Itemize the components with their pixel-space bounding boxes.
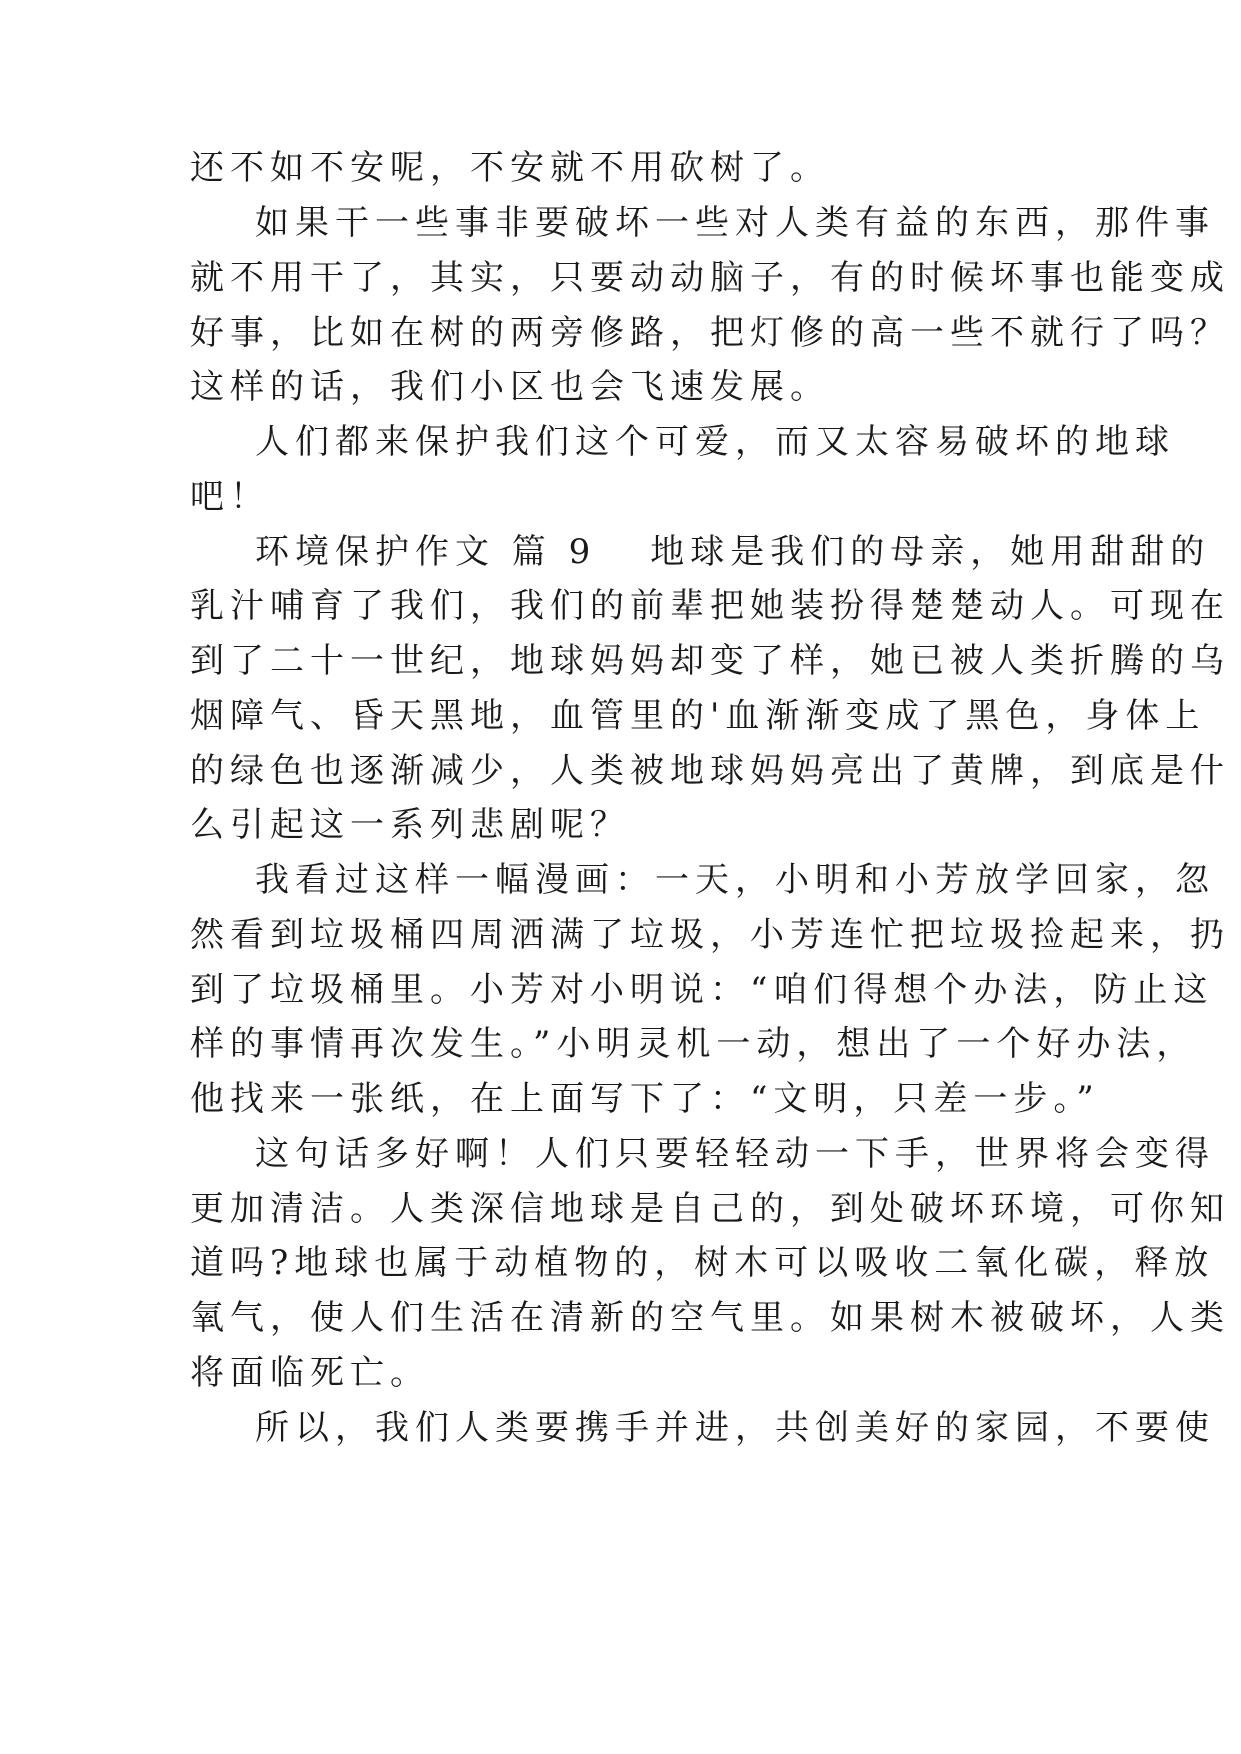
- text-line: 到了垃圾桶里。小芳对小明说：“咱们得想个办法，防止这: [190, 970, 1214, 1010]
- text-line: 就不用干了，其实，只要动动脑子，有的时候坏事也能变成: [190, 258, 1230, 298]
- text-line: 乳汁哺育了我们，我们的前辈把她装扮得楚楚动人。可现在: [190, 586, 1230, 626]
- text-line: 吧！: [190, 477, 270, 517]
- text-line: 所以，我们人类要携手并进，共创美好的家园，不要使: [255, 1408, 1215, 1448]
- text-line: 人们都来保护我们这个可爱，而又太容易破坏的地球: [255, 422, 1175, 462]
- text-line: 将面临死亡。: [190, 1353, 430, 1393]
- text-line: 的绿色也逐渐减少，人类被地球妈妈亮出了黄牌，到底是什: [190, 751, 1230, 791]
- text-line: 这样的话，我们小区也会飞速发展。: [190, 367, 830, 407]
- text-line: 更加清洁。人类深信地球是自己的，到处破坏环境，可你知: [190, 1189, 1230, 1229]
- text-line: 如果干一些事非要破坏一些对人类有益的东西，那件事: [255, 203, 1215, 243]
- text-line: 我看过这样一幅漫画：一天，小明和小芳放学回家，忽: [255, 860, 1215, 900]
- text-line: 道吗?地球也属于动植物的，树木可以吸收二氧化碳，释放: [190, 1243, 1215, 1283]
- text-line: 还不如不安呢，不安就不用砍树了。: [190, 148, 830, 188]
- text-line: 他找来一张纸，在上面写下了：“文明，只差一步。”: [190, 1079, 1100, 1119]
- text-line: 样的事情再次发生。”小明灵机一动，想出了一个好办法，: [190, 1024, 1197, 1064]
- text-line: 到了二十一世纪，地球妈妈却变了样，她已被人类折腾的乌: [190, 641, 1230, 681]
- text-line: 氧气，使人们生活在清新的空气里。如果树木被破坏，人类: [190, 1298, 1230, 1338]
- text-line: 烟障气、昏天黑地，血管里的'血渐渐变成了黑色，身体上: [190, 696, 1206, 736]
- text-line: [255, 532, 1210, 572]
- text-line: 然看到垃圾桶四周洒满了垃圾，小芳连忙把垃圾捡起来，扔: [190, 915, 1230, 955]
- text-line: 么引起这一系列悲剧呢？: [190, 805, 630, 845]
- text-line: 这句话多好啊！人们只要轻轻动一下手，世界将会变得: [255, 1134, 1215, 1174]
- text-line: 好事，比如在树的两旁修路，把灯修的高一些不就行了吗？: [190, 313, 1230, 353]
- section-heading: 环境保护作文 篇 9: [255, 532, 597, 572]
- paragraph-start: 地球是我们的母亲，她用甜甜的: [650, 532, 1211, 572]
